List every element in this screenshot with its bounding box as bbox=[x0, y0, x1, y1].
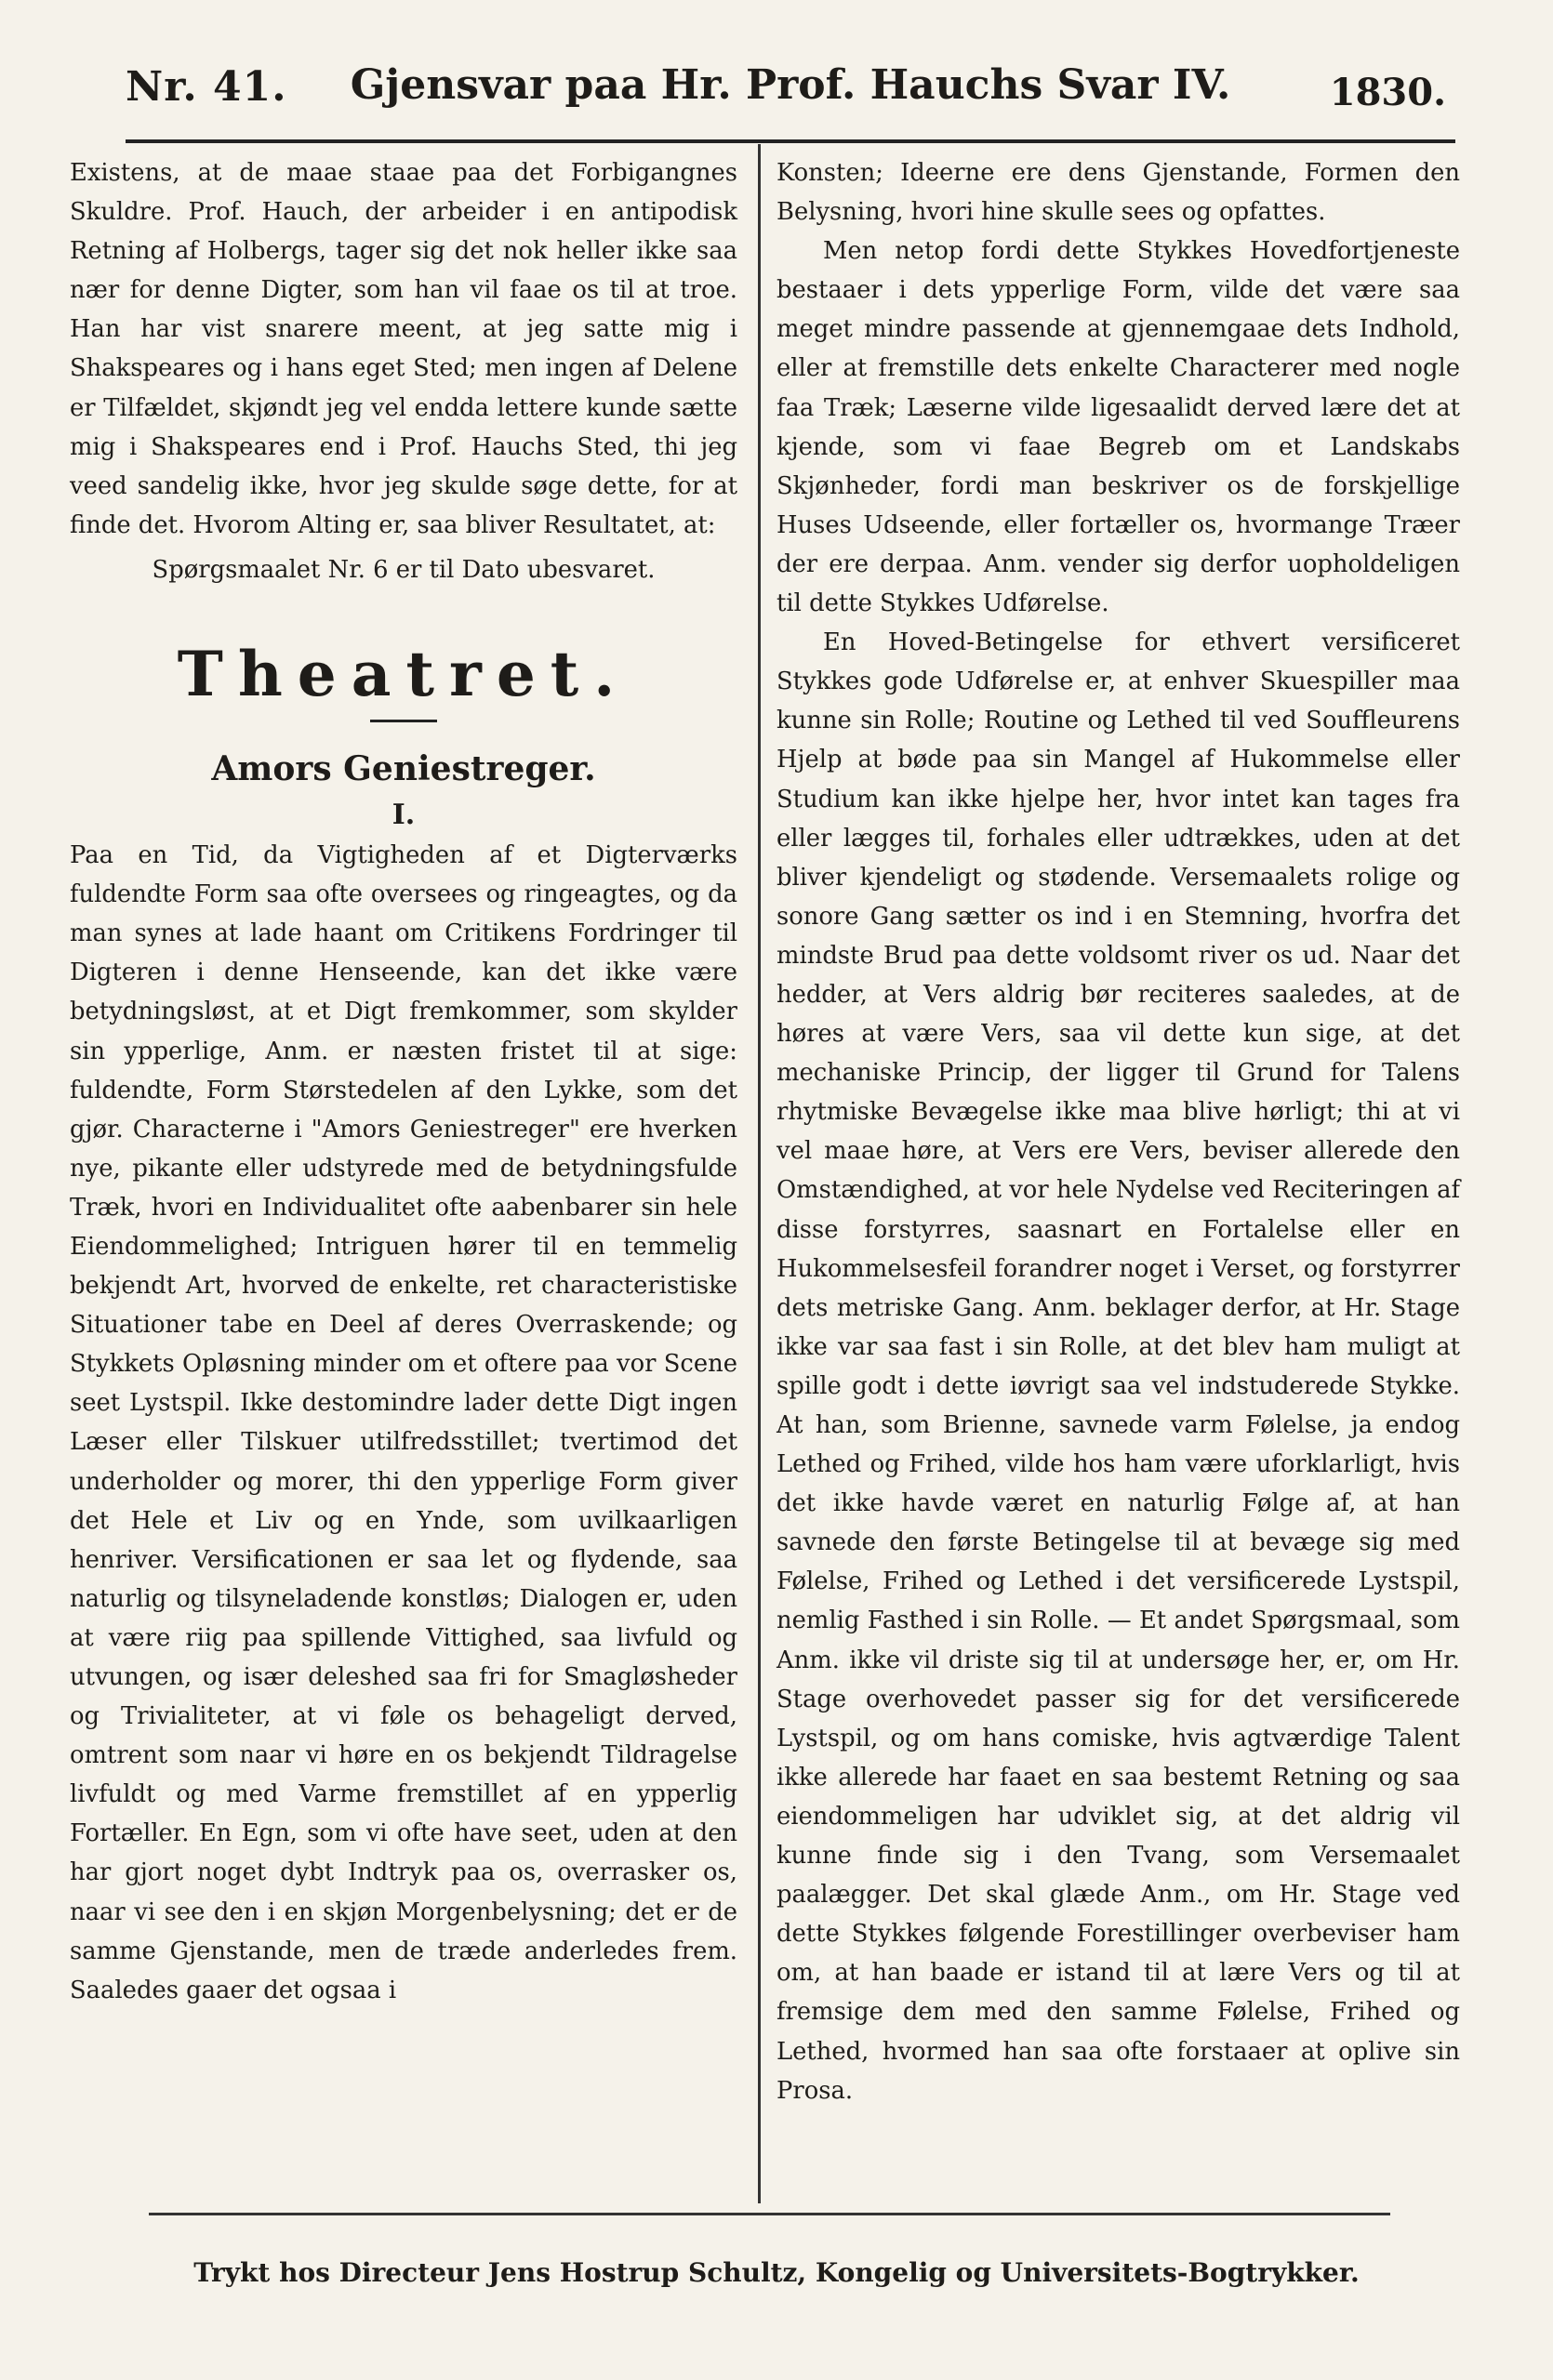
right-column bbox=[776, 153, 1460, 2110]
issue-year: 1830. bbox=[1329, 71, 1446, 114]
left-column bbox=[70, 153, 737, 2010]
printer-imprint: Trykt hos Directeur Jens Hostrup Schultz, Kongelig og Universitets-Bogtrykker. bbox=[193, 2257, 1360, 2288]
section-title: Theatret. bbox=[177, 638, 630, 711]
part-number: I. bbox=[392, 799, 416, 832]
column-divider bbox=[758, 144, 761, 2203]
conclusion-line: Spørgsmaalet Nr. 6 er til Dato ubesvaret. bbox=[152, 555, 656, 584]
running-title: Gjensvar paa Hr. Prof. Hauchs Svar IV. bbox=[350, 61, 1231, 109]
section-rule bbox=[370, 720, 437, 722]
right-paragraph-2: Men netop fordi dette Stykkes Hovedfortjeneste bestaaer i dets ypperlige Form, vilde det være saa meget mindre passende at gjennemgaae dets Indhold, eller at fremstille dets enkelte Characterer med nogle faa Træk; Læserne vilde ligesaalidt derved lære det at kjende, som vi faae Begreb om et Landskabs Skjønheder, fordi man beskriver os de forskjellige Huses Udseende, eller fortæller os, hvormange Træer der ere derpaa. Anm. vender sig derfor uopholdeligen til dette Stykkes Udførelse. bbox=[776, 237, 1460, 618]
footer-rule bbox=[149, 2213, 1390, 2215]
page-header bbox=[126, 54, 1455, 119]
right-paragraph-1: Konsten; Ideerne ere dens Gjenstande, Formen den Belysning, hvori hine skulle sees og opfattes. bbox=[776, 159, 1460, 227]
issue-number: Nr. 41. bbox=[126, 63, 287, 111]
left-paragraph-1: Existens, at de maae staae paa det Forbigangnes Skuldre. Prof. Hauch, der arbeider i en antipodisk Retning af Holbergs, tager sig det nok heller ikke saa nær for denne Digter, som han vil faae os til at troe. Han har vist snarere meent, at jeg satte mig i Shakspeares og i hans eget Sted; men ingen af Delene er Tilfældet, skjøndt jeg vel endda lettere kunde sætte mig i Shakspeares end i Prof. Hauchs Sted, thi jeg veed sandelig ikke, hvor jeg skulde søge dette, for at finde det. Hvorom Alting er, saa bliver Resultatet, at: bbox=[70, 159, 737, 539]
article-title: Amors Geniestreger. bbox=[211, 749, 596, 789]
right-paragraph-3: En Hoved-Betingelse for ethvert versificeret Stykkes gode Udførelse er, at enhver Skuespiller maa kunne sin Rolle; Routine og Lethed til ved Souffleurens Hjelp at bøde paa sin Mangel af Hukommelse eller Studium kan ikke hjelpe her, hvor intet kan tages fra eller lægges til, forhales eller udtrækkes, uden at det bliver kjendeligt og stødende. Versemaalets rolige og sonore Gang sætter os ind i en Stemning, hvorfra det mindste Brud paa dette voldsomt river os ud. Naar det hedder, at Vers aldrig bør reciteres saaledes, at de høres at være Vers, saa vil dette kun sige, at det mechaniske Princip, der ligger til Grund for Talens rhytmiske Bevægelse ikke maa blive hørligt; thi at vi vel maae høre, at Vers ere Vers, beviser allerede den Omstændighed, at vor hele Nydelse ved Reciteringen af disse forstyrres, saasnart en Fortalelse eller en Hukommelsesfeil forandrer noget i Verset, og forstyrrer dets metriske Gang. Anm. beklager derfor, at Hr. Stage ikke var saa fast i sin Rolle, at det blev ham muligt at spille godt i dette iøvrigt saa vel indstuderede Stykke. At han, som Brienne, savnede varm Følelse, ja endog Lethed og Frihed, vilde hos ham være uforklarligt, hvis det ikke havde været en naturlig Følge af, at han savnede den første Betingelse til at bevæge sig med Følelse, Frihed og Lethed i det versificerede Lystspil, nemlig Fasthed i sin Rolle. — Et andet Spørgsmaal, som Anm. ikke vil driste sig til at undersøge her, er, om Hr. Stage overhovedet passer sig for det versificerede Lystspil, og om hans comiske, hvis agtværdige Talent ikke allerede har faaet en saa bestemt Retning og saa eiendommeligen har udviklet sig, at det aldrig vil kunne finde sig i den Tvang, som Versemaalet paalægger. Det skal glæde Anm., om Hr. Stage ved dette Stykkes følgende Forestillinger overbeviser ham om, at han baade er istand til at lære Vers og til at fremsige dem med den samme Følelse, Frihed og Lethed, hvormed han saa ofte forstaaer at oplive sin Prosa. bbox=[776, 628, 1460, 2105]
header-rule bbox=[126, 139, 1455, 143]
left-paragraph-2: Paa en Tid, da Vigtigheden af et Digterværks fuldendte Form saa ofte oversees og ringeagtes, og da man synes at lade haant om Critikens Fordringer til Digteren i denne Henseende, kan det ikke være betydningsløst, at et Digt fremkommer, som skylder sin ypperlige, Anm. er næsten fristet til at sige: fuldendte, Form Størstedelen af den Lykke, som det gjør. Characterne i "Amors Geniestreger" ere hverken nye, pikante eller udstyrede med de betydningsfulde Træk, hvori en Individualitet ofte aabenbarer sin hele Eiendommelighed; Intriguen hører til en temmelig bekjendt Art, hvorved de enkelte, ret characteristiske Situationer tabe en Deel af deres Overraskende; og Stykkets Opløsning minder om et oftere paa vor Scene seet Lystspil. Ikke destomindre lader dette Digt ingen Læser eller Tilskuer utilfredsstillet; tvertimod det underholder og morer, thi den ypperlige Form giver det Hele et Liv og en Ynde, som uvilkaarligen henriver. Versificationen er saa let og flydende, saa naturlig og tilsyneladende konstløs; Dialogen er, uden at være riig paa spillende Vittighed, saa livfuld og utvungen, og især deleshed saa fri for Smagløsheder og Trivialiteter, at vi føle os behageligt derved, omtrent som naar vi høre en os bekjendt Tildragelse livfuldt og med Varme fremstillet af en ypperlig Fortæller. En Egn, som vi ofte have seet, uden at den har gjort noget dybt Indtryk paa os, overrasker os, naar vi see den i en skjøn Morgenbelysning; det er de samme Gjenstande, men de træde anderledes frem. Saaledes gaaer det ogsaa i bbox=[70, 841, 737, 2004]
